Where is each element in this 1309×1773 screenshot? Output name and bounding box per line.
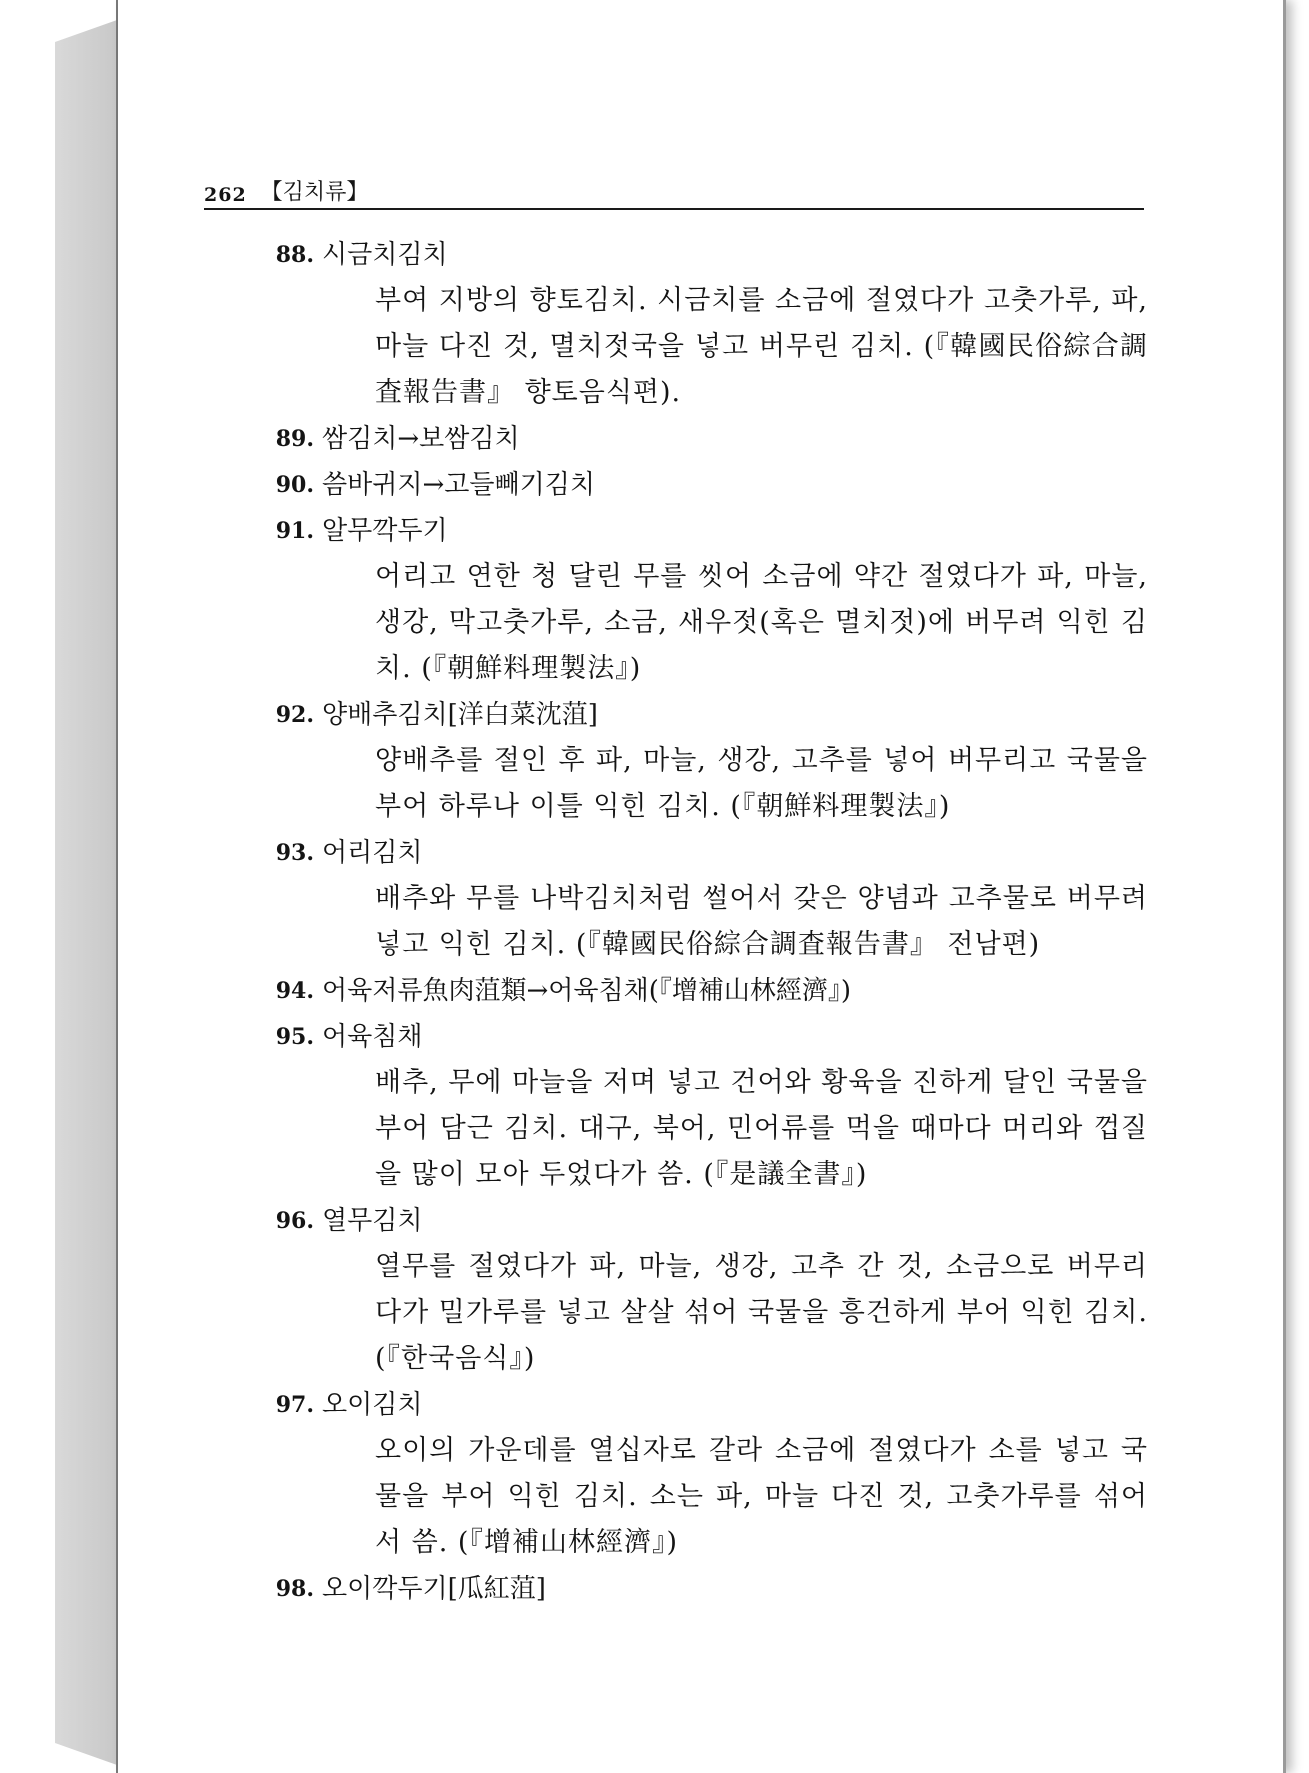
entry-97 [275,1382,1148,1566]
entry-heading [275,830,1148,876]
entry-heading [275,1198,1148,1244]
entry-number: 91. [275,518,314,544]
entry-title: 어육저류魚肉菹類→어육침채(『增補山林經濟』) [322,976,852,1006]
entry-number: 88. [275,242,314,268]
entry-title: 어육침채 [322,1022,423,1052]
entry-88 [275,232,1148,416]
entry-heading [275,1014,1148,1060]
entry-91 [275,508,1148,692]
entry-title: 양배추김치[洋白菜沈菹] [322,700,598,730]
entry-heading [275,692,1148,738]
entry-94 [275,968,1148,1014]
entry-heading [275,508,1148,554]
entry-number: 90. [275,472,314,498]
entry-description: 열무를 절였다가 파, 마늘, 생강, 고추 간 것, 소금으로 버무리다가 밀가루를 넣고 살살 섞어 국물을 흥건하게 부어 익힌 김치. (『한국음식』) [375,1251,1148,1374]
entry-heading [275,462,1148,508]
entry-title: 쌈김치→보쌈김치 [322,424,520,454]
entry-95 [275,1014,1148,1198]
entry-description: 양배추를 절인 후 파, 마늘, 생강, 고추를 넣어 버무리고 국물을 부어 하루나 이틀 익힌 김치. (『朝鮮料理製法』) [375,745,1148,822]
entry-description: 배추, 무에 마늘을 저며 넣고 건어와 황육을 진하게 달인 국물을 부어 담근 김치. 대구, 북어, 민어류를 먹을 때마다 머리와 껍질을 많이 모아 두었다가 씀. (『是議全書』) [375,1067,1148,1190]
entry-description: 배추와 무를 나박김치처럼 썰어서 갖은 양념과 고추물로 버무려 넣고 익힌 김치. (『韓國民俗綜合調査報告書』 전남편) [375,883,1148,960]
entry-number: 89. [275,426,314,452]
entry-title: 열무김치 [322,1206,423,1236]
entry-title: 알무깍두기 [322,516,448,546]
entry-90 [275,462,1148,508]
entry-number: 94. [275,978,314,1004]
entry-heading [275,968,1148,1014]
entry-number: 92. [275,702,314,728]
entry-89 [275,416,1148,462]
entry-number: 93. [275,840,314,866]
entry-title: 어리김치 [322,838,423,868]
entry-92 [275,692,1148,830]
book-spine [55,20,117,1765]
entry-heading [275,416,1148,462]
entry-heading [275,1566,1148,1612]
entry-description: 어리고 연한 청 달린 무를 씻어 소금에 약간 절였다가 파, 마늘, 생강, 막고춧가루, 소금, 새우젓(혹은 멸치젓)에 버무려 익힌 김치. (『朝鮮料理製法』) [375,561,1148,684]
entry-title: 시금치김치 [322,240,448,270]
entry-title: 씀바귀지→고들빼기김치 [322,470,595,500]
entry-number: 98. [275,1576,314,1602]
entry-number: 97. [275,1392,314,1418]
entry-number: 96. [275,1208,314,1234]
entry-98 [275,1566,1148,1612]
entry-heading [275,1382,1148,1428]
entry-title: 오이깍두기[瓜紅菹] [322,1574,546,1604]
entry-title: 오이김치 [322,1390,423,1420]
entry-description: 오이의 가운데를 열십자로 갈라 소금에 절였다가 소를 넣고 국물을 부어 익힌 김치. 소는 파, 마늘 다진 것, 고춧가루를 섞어서 씀. (『增補山林經濟』) [375,1435,1148,1558]
entry-list [275,232,1148,1612]
page-number: 262 [204,184,247,206]
entry-description: 부여 지방의 향토김치. 시금치를 소금에 절였다가 고춧가루, 파, 마늘 다진 것, 멸치젓국을 넣고 버무린 김치. (『韓國民俗綜合調査報告書』 향토음식편). [375,285,1148,408]
entry-heading [275,232,1148,278]
entry-96 [275,1198,1148,1382]
page-header [204,178,1144,210]
entry-number: 95. [275,1024,314,1050]
section-title: 【김치류】 [260,180,369,205]
entry-93 [275,830,1148,968]
